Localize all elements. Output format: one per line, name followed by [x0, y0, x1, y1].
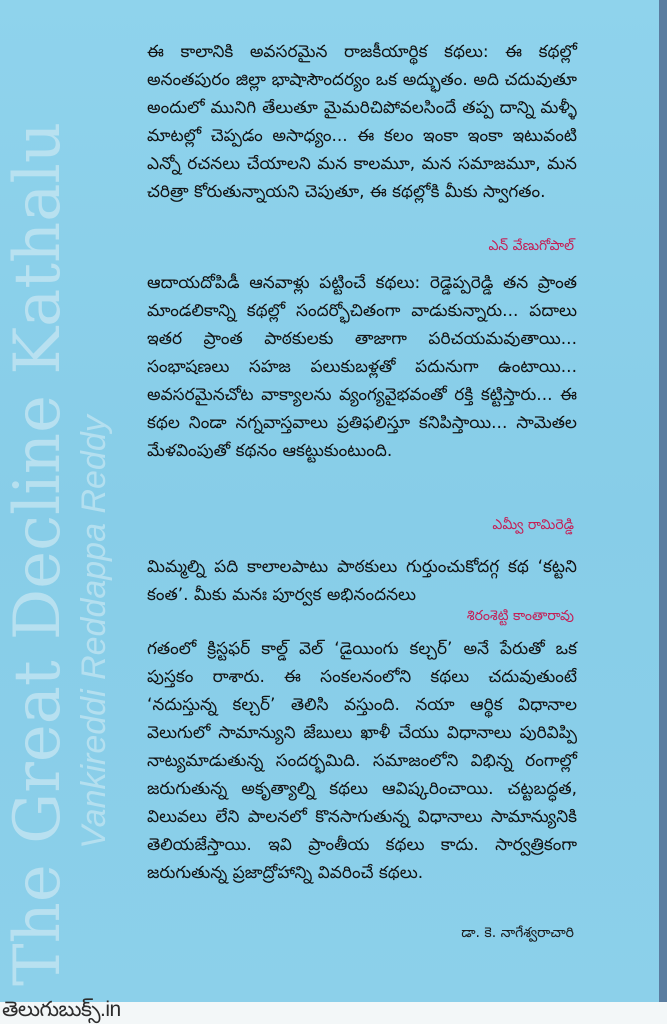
review-paragraph-1: ఈ కాలానికి అవసరమైన రాజకీయార్థిక కథలు: ఈ కథల్లో అనంతపురం జిల్లా భాషాసౌందర్యం ఒక అద్భుతం. అది చదువుతూ అందులో మునిగి తేలుతూ మైమరిచిపోవలసిందే తప్ప దాన్ని మళ్ళీ మాటల్లో చెప్పడం అసాధ్యం... ఈ కలం ఇంకా ఇంకా ఇటువంటి ఎన్నో రచనలు చేయాలని మన కాలమూ, మన సమాజమూ, మన చరిత్రా కోరుతున్నాయని చెపుతూ, ఈ కథల్లోకి మీకు స్వాగతం. [147, 42, 577, 202]
spine-author: Vankireddi Reddappa Reddy [75, 415, 113, 849]
site-watermark: తెలుగుబుక్స్.in [2, 998, 121, 1021]
review-signature-4: డా. కె. నాగేశ్వరాచారి [461, 925, 574, 941]
review-signature-2: ఎమ్వీ రామిరెడ్డి [492, 517, 574, 533]
review-paragraph-2: ఆదాయదోపిడీ ఆనవాళ్లు పట్టించే కథలు: రెడ్డెప్పరెడ్డి తన ప్రాంత మాండలికాన్ని కథల్లో సందర్భోచితంగా వాడుకున్నారు... పదాలు ఇతర ప్రాంత పాఠకులకు తాజాగా పరిచయమవుతాయి... సంభాషణలు సహజ పలుకుబళ్లతో పదునుగా ఉంటాయి... అవసరమైనచోట వాక్యాలను వ్యంగ్యవైభవంతో రక్తి కట్టిస్తారు... ఈ కథల నిండా నగ్నవాస్తవాలు ప్రతిఫలిస్తూ కనిపిస్తాయి... సామెతల మేళవింపుతో కథనం ఆకట్టుకుంటుంది. [147, 273, 577, 461]
spine-title: The Great Decline Kathalu [1, 121, 75, 986]
review-paragraph-4: గతంలో క్రిస్టఫర్ కాల్డ్ వెల్ ‘డైయింగు కల్చర్’ అనే పేరుతో ఒక పుస్తకం రాశారు. ఈ సంకలనంలోని కథలు చదువుతుంటే ‘నదుస్తున్న కల్చర్’ తెలిసి వస్తుంది. నయా ఆర్థిక విధానాల వెలుగులో సామాన్యుని జేబులు ఖాళీ చేయు విధానాలు పురివిప్పి నాట్యమాడుతున్న సందర్భమిది. సమాజంలోని విభిన్న రంగాల్లో జరుగుతున్న అకృత్యాల్ని కథలు ఆవిష్కరించాయి. చట్టబద్ధత, విలువలు లేని పాలనలో కొనసాగుతున్న విధానాలు సామాన్యునికి తెలియజేస్తాయి. ఇవి ప్రాంతీయ కథలు కాదు. సార్వత్రికంగా జరుగుతున్న ప్రజాద్రోహాన్ని వివరించే కథలు. [147, 639, 577, 883]
review-signature-3: శిరంశెట్టి కాంతారావు [466, 608, 574, 624]
review-paragraph-3: మిమ్మల్ని పది కాలాలపాటు పాఠకులు గుర్తుంచుకోదగ్గ కథ ‘కట్టని కంత’. మీకు మనః పూర్వక అభినందనలు [147, 557, 577, 605]
right-border [659, 0, 667, 1024]
review-signature-1: ఎన్ వేణుగోపాల్ [488, 238, 574, 254]
